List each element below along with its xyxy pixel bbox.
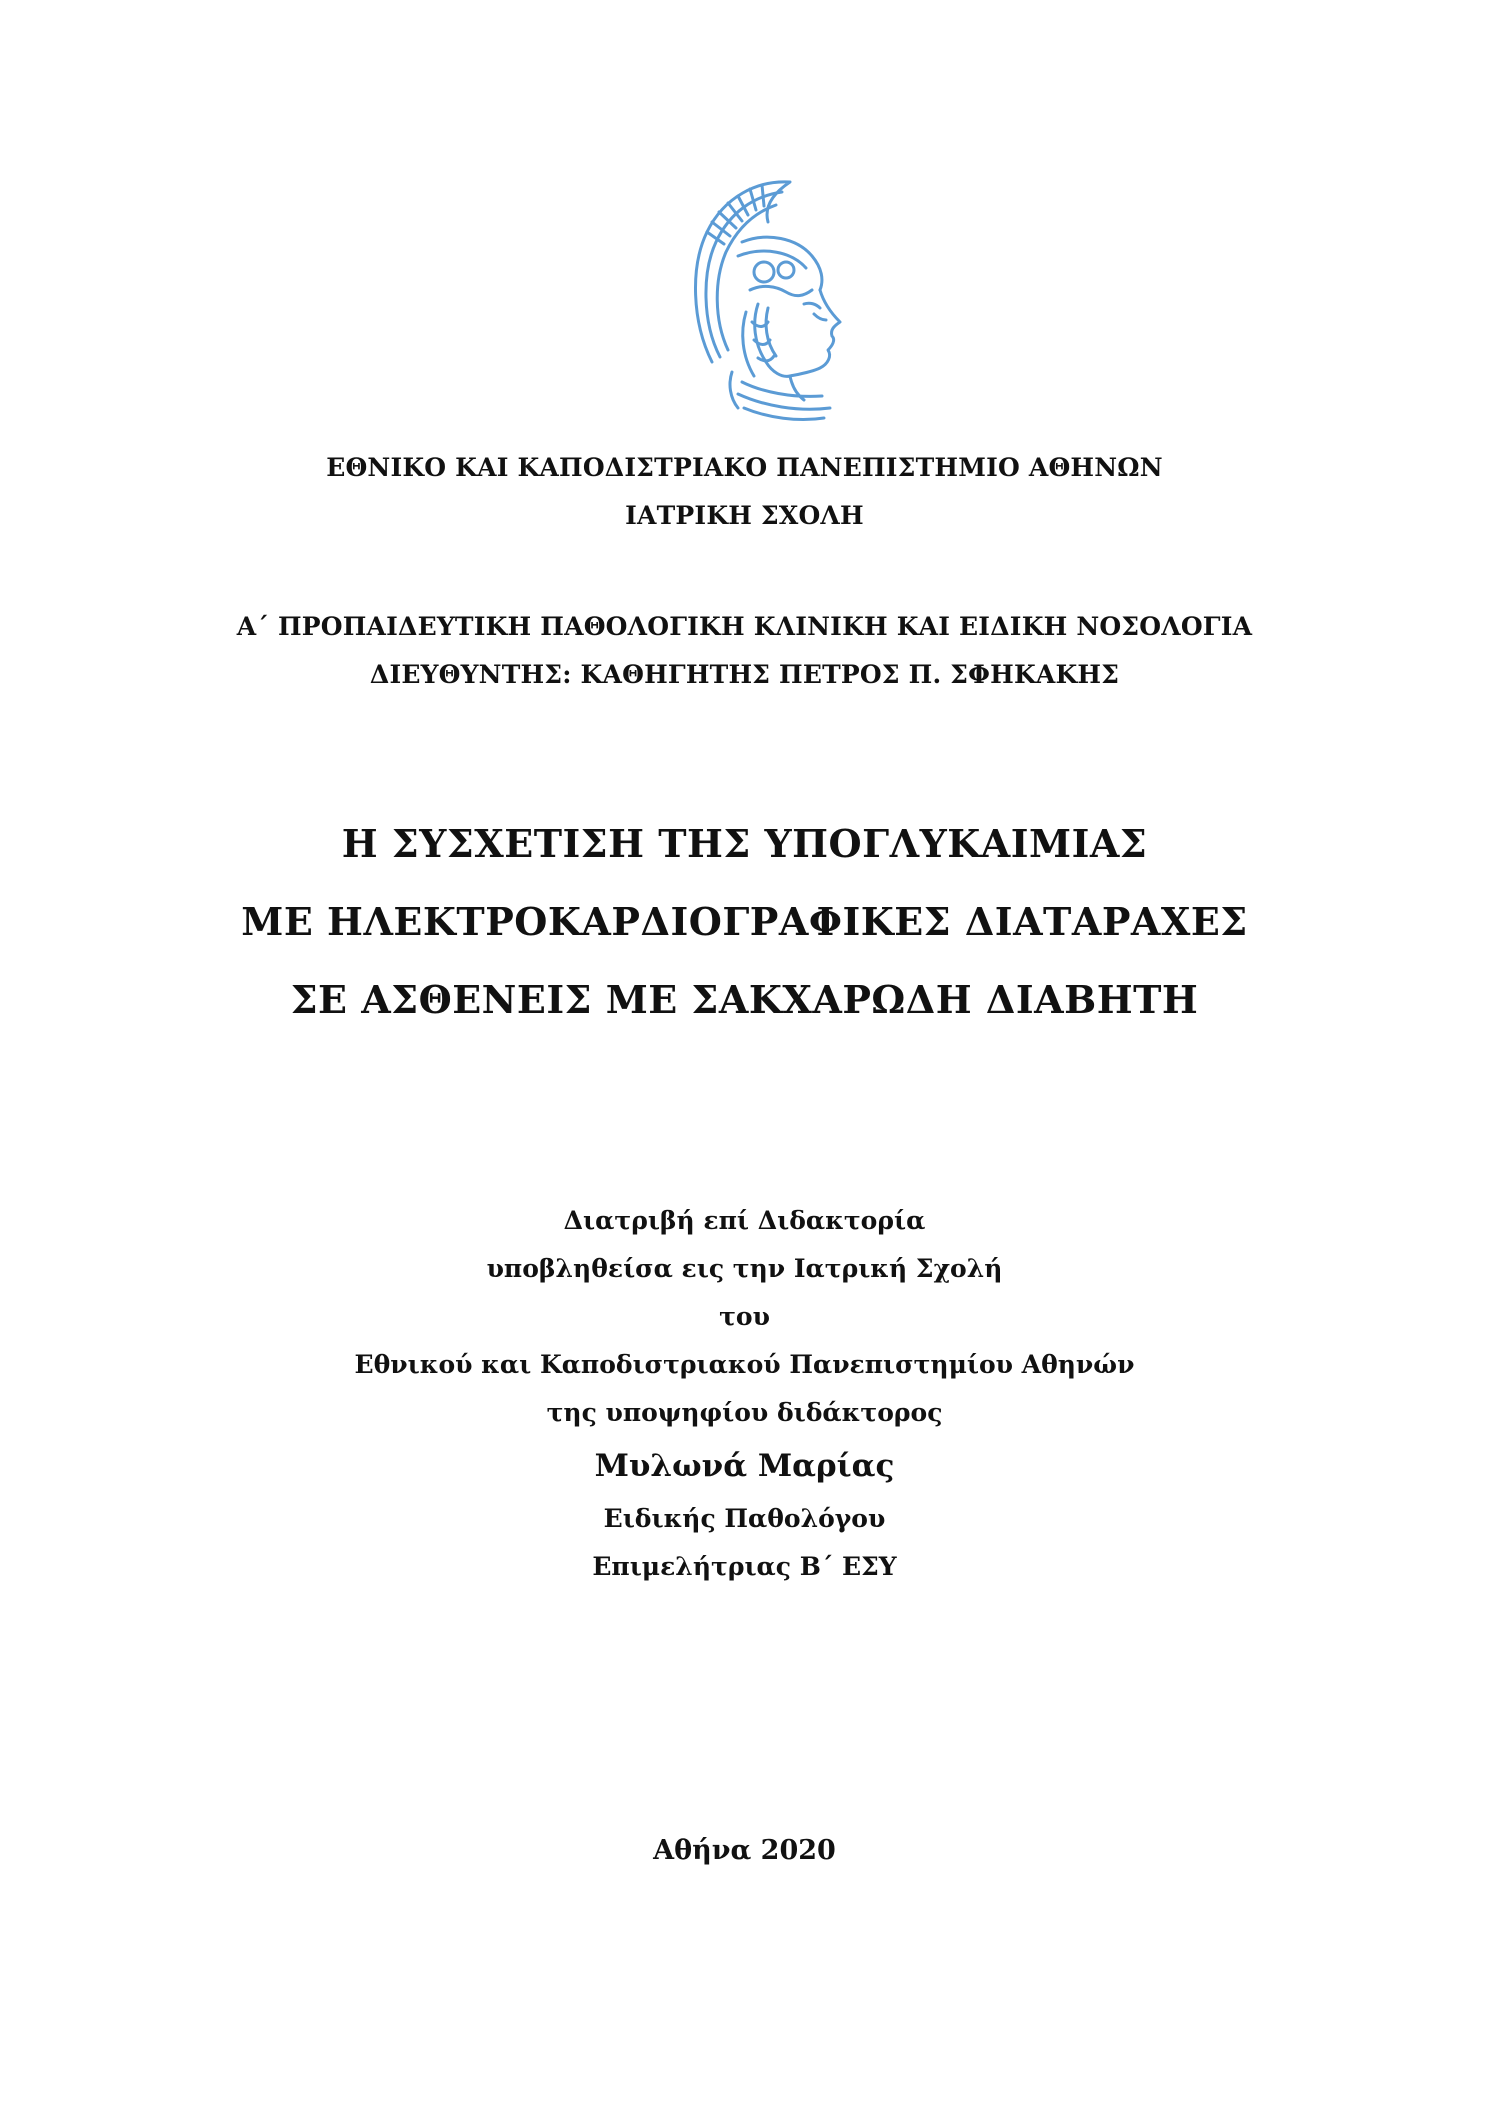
school-name: ΙΑΤΡΙΚΗ ΣΧΟΛΗ: [625, 501, 864, 530]
university-name: ΕΘΝΙΚΟ ΚΑΙ ΚΑΠΟΔΙΣΤΡΙΑΚΟ ΠΑΝΕΠΙΣΤΗΜΙΟ ΑΘΗΝΩΝ: [326, 453, 1163, 482]
thesis-submission-info: [0, 1197, 1489, 1591]
submission-university: Εθνικού και Καποδιστριακού Πανεπιστημίου Αθηνών: [354, 1350, 1135, 1379]
title-line-3: ΣΕ ΑΣΘΕΝΕΙΣ ΜΕ ΣΑΚΧΑΡΩΔΗ ΔΙΑΒΗΤΗ: [290, 977, 1199, 1022]
author-role-2: Επιμελήτριας Β΄ ΕΣΥ: [592, 1552, 897, 1581]
athena-head-emblem-icon: [672, 172, 854, 424]
author-name: Μυλωνά Μαρίας: [594, 1448, 895, 1484]
title-line-1: Η ΣΥΣΧΕΤΙΣΗ ΤΗΣ ΥΠΟΓΛΥΚΑΙΜΙΑΣ: [341, 821, 1148, 866]
candidate-label: της υποψηφίου διδάκτορος: [546, 1398, 943, 1427]
clinic-name: Α΄ ΠΡΟΠΑΙΔΕΥΤΙΚΗ ΠΑΘΟΛΟΓΙΚΗ ΚΛΙΝΙΚΗ ΚΑΙ ΕΙΔΙΚΗ ΝΟΣΟΛΟΓΙΑ: [236, 612, 1253, 641]
submission-of: του: [719, 1302, 770, 1331]
thesis-title: [0, 805, 1489, 1039]
submission-line: υποβληθείσα εις την Ιατρική Σχολή: [486, 1254, 1003, 1283]
place-and-year: Αθήνα 2020: [653, 1835, 836, 1866]
university-heading: [0, 444, 1489, 540]
clinic-director: ΔΙΕΥΘΥΝΤΗΣ: ΚΑΘΗΓΗΤΗΣ ΠΕΤΡΟΣ Π. ΣΦΗΚΑΚΗΣ: [369, 660, 1120, 689]
author-role-1: Ειδικής Παθολόγου: [603, 1504, 886, 1533]
clinic-heading: [0, 603, 1489, 699]
thesis-type: Διατριβή επί Διδακτορία: [563, 1206, 926, 1235]
title-line-2: ΜΕ ΗΛΕΚΤΡΟΚΑΡΔΙΟΓΡΑΦΙΚΕΣ ΔΙΑΤΑΡΑΧΕΣ: [241, 899, 1248, 944]
